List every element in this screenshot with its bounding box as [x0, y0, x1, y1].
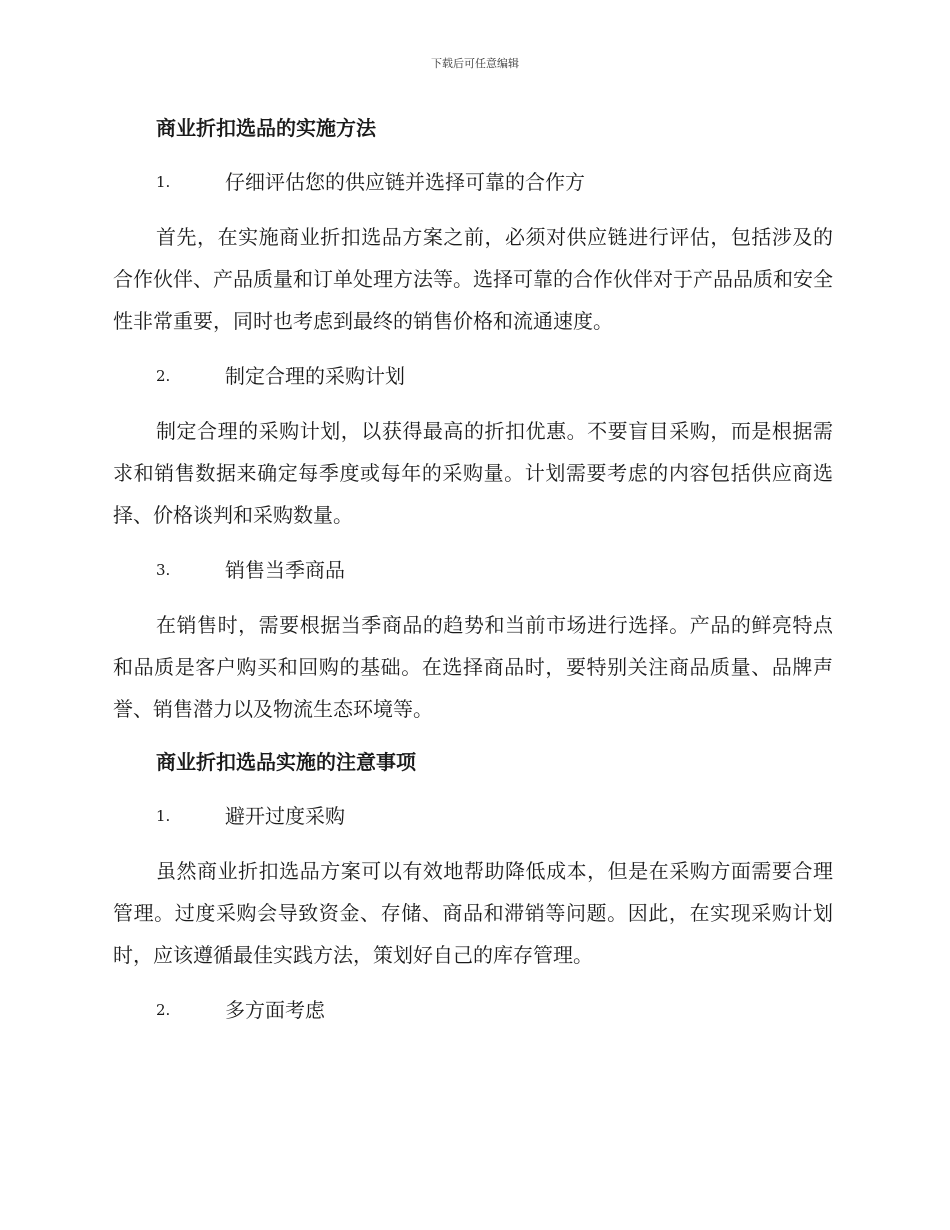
list-title: 仔细评估您的供应链并选择可靠的合作方: [225, 170, 585, 194]
list-title: 制定合理的采购计划: [225, 364, 405, 388]
list-item: [113, 356, 833, 396]
list-item: [113, 550, 833, 590]
paragraph: 虽然商业折扣选品方案可以有效地帮助降低成本，但是在采购方面需要合理管理。过度采购会导致资金、存储、商品和滞销等问题。因此，在实现采购计划时，应该遵循最佳实践方法，策划好自己的库存管理。: [113, 859, 833, 967]
list-title: 销售当季商品: [225, 558, 345, 582]
header-note: 下载后可任意编辑: [431, 57, 519, 70]
list-number: 2.: [156, 367, 171, 385]
document-body: [113, 108, 833, 1030]
paragraph: 首先，在实施商业折扣选品方案之前，必须对供应链进行评估，包括涉及的合作伙伴、产品质量和订单处理方法等。选择可靠的合作伙伴对于产品品质和安全性非常重要，同时也考虑到最终的销售价格和流通速度。: [113, 225, 833, 333]
list-number: 1.: [156, 807, 171, 825]
list-number: 1.: [156, 173, 171, 191]
list-item: [113, 990, 833, 1030]
paragraph: 在销售时，需要根据当季商品的趋势和当前市场进行选择。产品的鲜亮特点和品质是客户购买和回购的基础。在选择商品时，要特别关注商品质量、品牌声誉、销售潜力以及物流生态环境等。: [113, 613, 833, 721]
list-item: [113, 796, 833, 836]
paragraph: 制定合理的采购计划，以获得最高的折扣优惠。不要盲目采购，而是根据需求和销售数据来确定每季度或每年的采购量。计划需要考虑的内容包括供应商选择、价格谈判和采购数量。: [113, 419, 833, 527]
list-title: 多方面考虑: [225, 998, 325, 1022]
section-heading: 商业折扣选品的实施方法: [156, 116, 376, 140]
list-number: 2.: [156, 1001, 171, 1019]
list-item: [113, 162, 833, 202]
list-title: 避开过度采购: [225, 804, 345, 828]
list-number: 3.: [156, 561, 171, 579]
section-heading: 商业折扣选品实施的注意事项: [156, 750, 416, 774]
